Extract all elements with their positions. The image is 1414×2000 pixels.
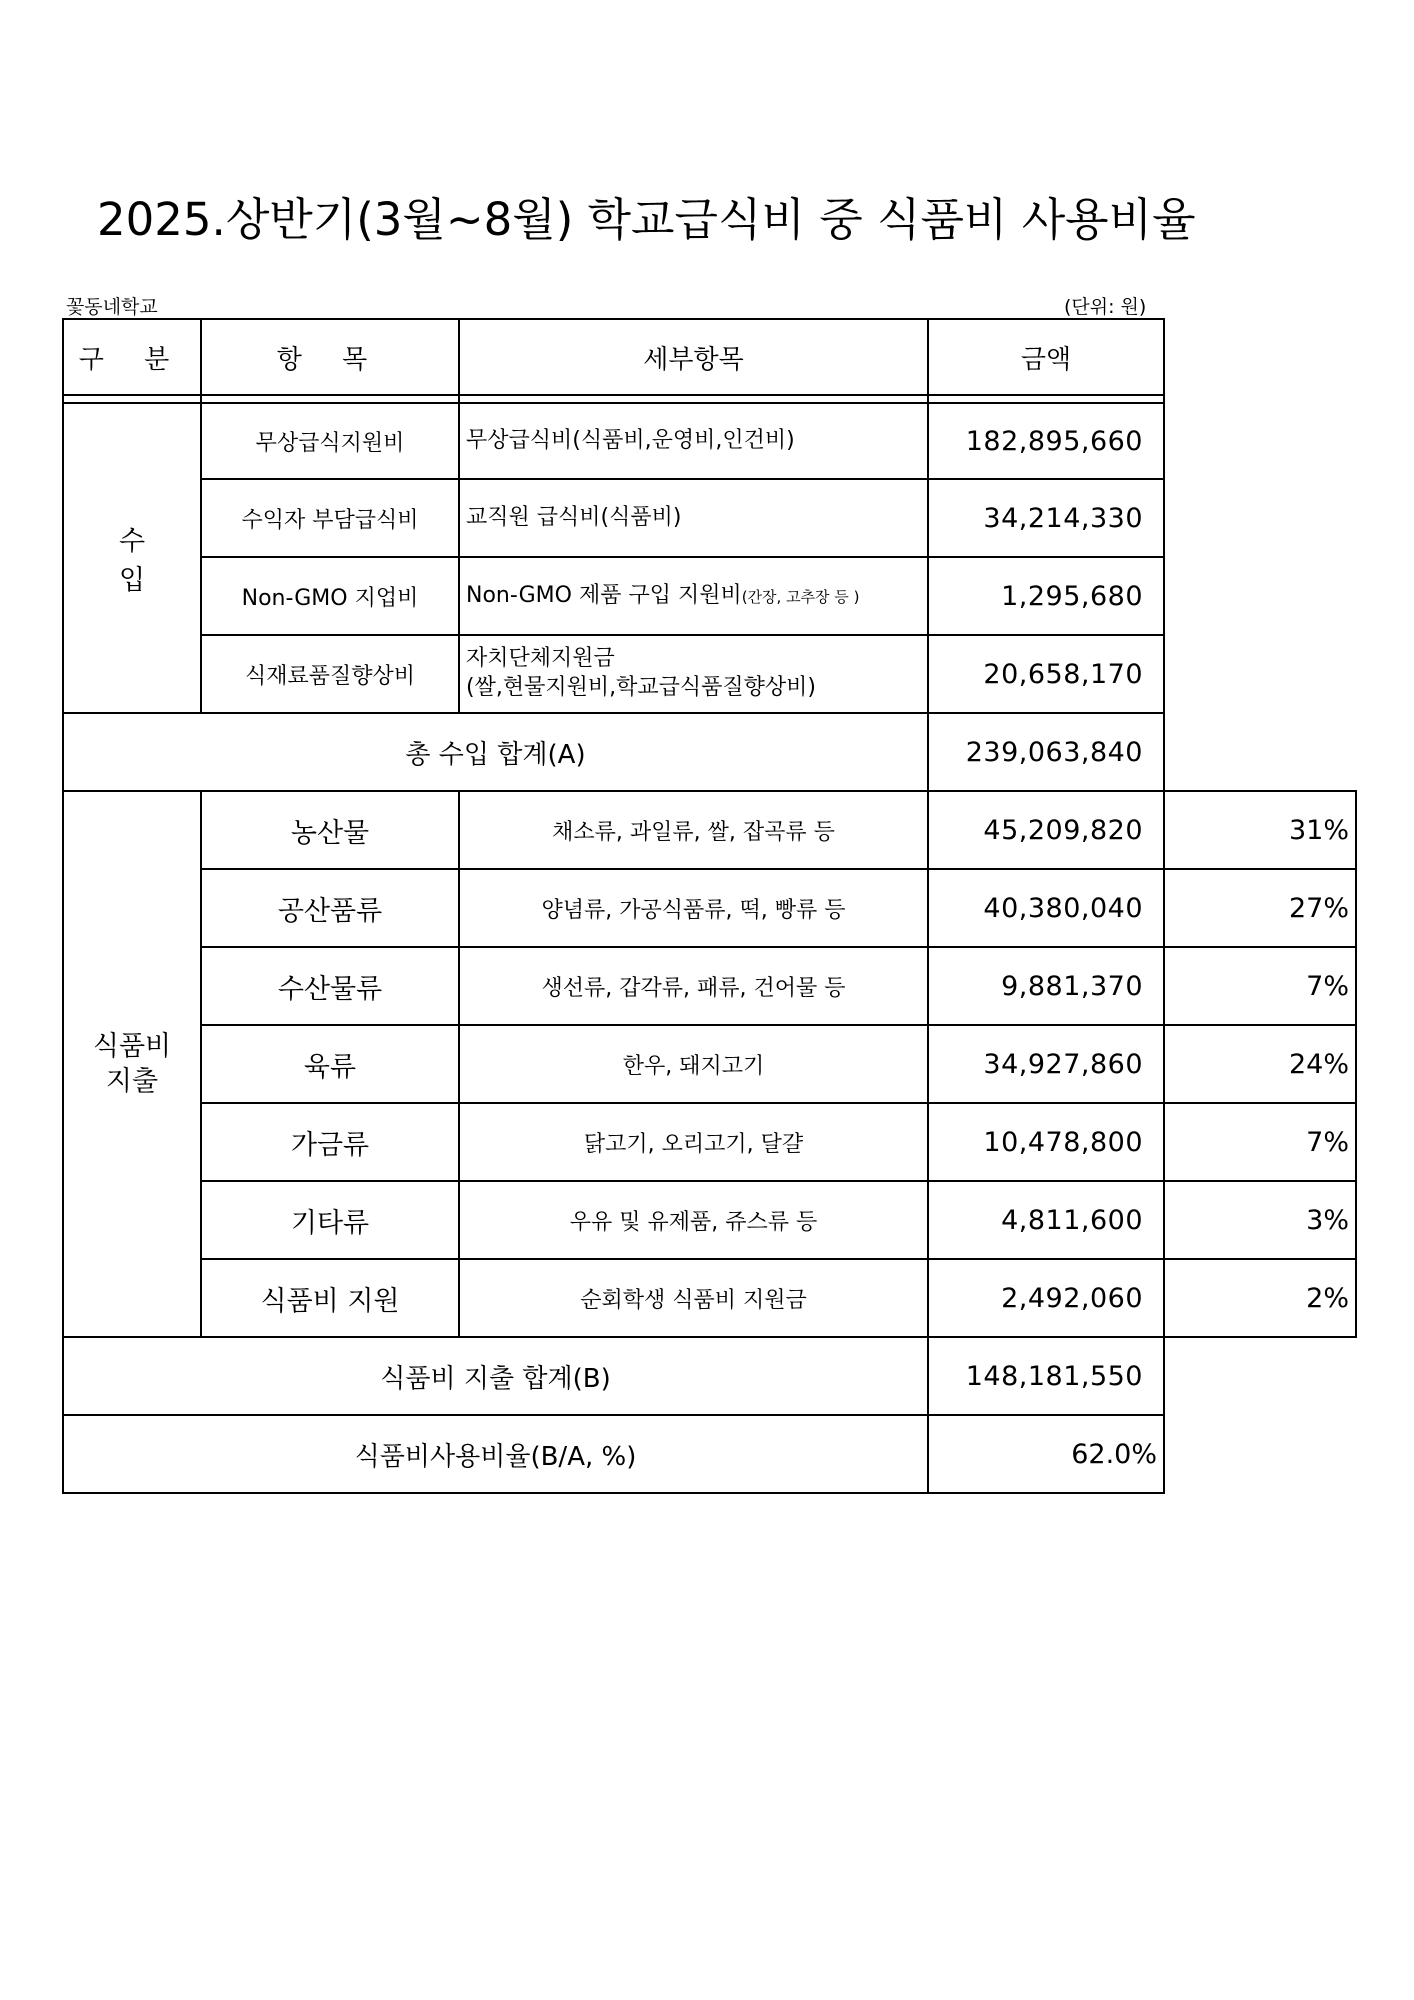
ratio-label: 식품비사용비율(B/A, %) xyxy=(63,1415,928,1493)
expense-row xyxy=(63,947,1356,1025)
expense-detail: 생선류, 갑각류, 패류, 건어물 등 xyxy=(459,947,928,1025)
expense-item: 농산물 xyxy=(201,791,459,869)
expense-row xyxy=(63,1103,1356,1181)
expense-percent: 3% xyxy=(1164,1181,1356,1259)
expense-total-label: 식품비 지출 합계(B) xyxy=(63,1337,928,1415)
income-row xyxy=(63,635,1356,713)
expense-detail: 채소류, 과일류, 쌀, 잡곡류 등 xyxy=(459,791,928,869)
expense-row xyxy=(63,869,1356,947)
income-detail: 무상급식비(식품비,운영비,인건비) xyxy=(459,403,928,479)
header-divider xyxy=(63,395,1356,403)
income-amount: 34,214,330 xyxy=(928,479,1164,557)
expense-percent: 2% xyxy=(1164,1259,1356,1337)
expense-amount: 9,881,370 xyxy=(928,947,1164,1025)
expense-category-line1: 식품비 xyxy=(92,1030,172,1062)
expense-row xyxy=(63,1181,1356,1259)
expense-item: 식품비 지원 xyxy=(201,1259,459,1337)
income-row xyxy=(63,557,1356,635)
expense-amount: 10,478,800 xyxy=(928,1103,1164,1181)
income-detail-line2: (쌀,현물지원비,학교급식품질향상비) xyxy=(466,675,816,700)
header-row xyxy=(63,319,1356,395)
expense-percent: 27% xyxy=(1164,869,1356,947)
income-category: 수 입 xyxy=(63,403,201,713)
expense-amount: 2,492,060 xyxy=(928,1259,1164,1337)
header-detail: 세부항목 xyxy=(459,319,928,395)
header-category: 구 분 xyxy=(63,319,201,395)
expense-item: 공산품류 xyxy=(201,869,459,947)
income-total-label: 총 수입 합계(A) xyxy=(63,713,928,791)
expense-detail: 우유 및 유제품, 쥬스류 등 xyxy=(459,1181,928,1259)
income-row xyxy=(63,403,1356,479)
income-total-row xyxy=(63,713,1356,791)
header-item: 항 목 xyxy=(201,319,459,395)
expense-amount: 34,927,860 xyxy=(928,1025,1164,1103)
income-detail xyxy=(459,557,928,635)
income-detail-line1: 자치단체지원금 xyxy=(466,646,615,672)
income-item: 식재료품질향상비 xyxy=(201,635,459,713)
expense-item: 수산물류 xyxy=(201,947,459,1025)
expense-total-amount: 148,181,550 xyxy=(928,1337,1164,1415)
header-amount: 금액 xyxy=(928,319,1164,395)
expense-percent: 31% xyxy=(1164,791,1356,869)
expense-total-row xyxy=(63,1337,1356,1415)
income-amount: 20,658,170 xyxy=(928,635,1164,713)
page-title: 2025.상반기(3월~8월) 학교급식비 중 식품비 사용비율 xyxy=(97,193,1196,246)
income-detail xyxy=(459,635,928,713)
income-total-amount: 239,063,840 xyxy=(928,713,1164,791)
expense-detail: 순회학생 식품비 지원금 xyxy=(459,1259,928,1337)
expense-category xyxy=(63,791,201,1337)
income-item: 무상급식지원비 xyxy=(201,403,459,479)
expense-item: 기타류 xyxy=(201,1181,459,1259)
income-amount: 182,895,660 xyxy=(928,403,1164,479)
income-amount: 1,295,680 xyxy=(928,557,1164,635)
expense-percent: 7% xyxy=(1164,1103,1356,1181)
expense-row xyxy=(63,1025,1356,1103)
expense-amount: 40,380,040 xyxy=(928,869,1164,947)
ratio-row xyxy=(63,1415,1356,1493)
expense-detail: 양념류, 가공식품류, 떡, 빵류 등 xyxy=(459,869,928,947)
expense-amount: 45,209,820 xyxy=(928,791,1164,869)
income-item: Non-GMO 지업비 xyxy=(201,557,459,635)
expense-row xyxy=(63,791,1356,869)
income-detail-main: Non-GMO 제품 구입 지원비 xyxy=(466,582,742,608)
expense-item: 가금류 xyxy=(201,1103,459,1181)
school-name: 꽃동네학교 xyxy=(66,296,158,318)
expense-percent: 24% xyxy=(1164,1025,1356,1103)
income-detail-note: (간장, 고추장 등 ) xyxy=(741,587,860,606)
income-item: 수익자 부담급식비 xyxy=(201,479,459,557)
unit-label: (단위: 원) xyxy=(1064,296,1147,318)
expense-detail: 한우, 돼지고기 xyxy=(459,1025,928,1103)
expense-item: 육류 xyxy=(201,1025,459,1103)
food-cost-table xyxy=(62,318,1357,1494)
expense-row xyxy=(63,1259,1356,1337)
expense-detail: 닭고기, 오리고기, 달걀 xyxy=(459,1103,928,1181)
ratio-value: 62.0% xyxy=(928,1415,1164,1493)
expense-amount: 4,811,600 xyxy=(928,1181,1164,1259)
expense-category-line2: 지출 xyxy=(105,1066,159,1097)
income-row xyxy=(63,479,1356,557)
income-detail: 교직원 급식비(식품비) xyxy=(459,479,928,557)
expense-percent: 7% xyxy=(1164,947,1356,1025)
